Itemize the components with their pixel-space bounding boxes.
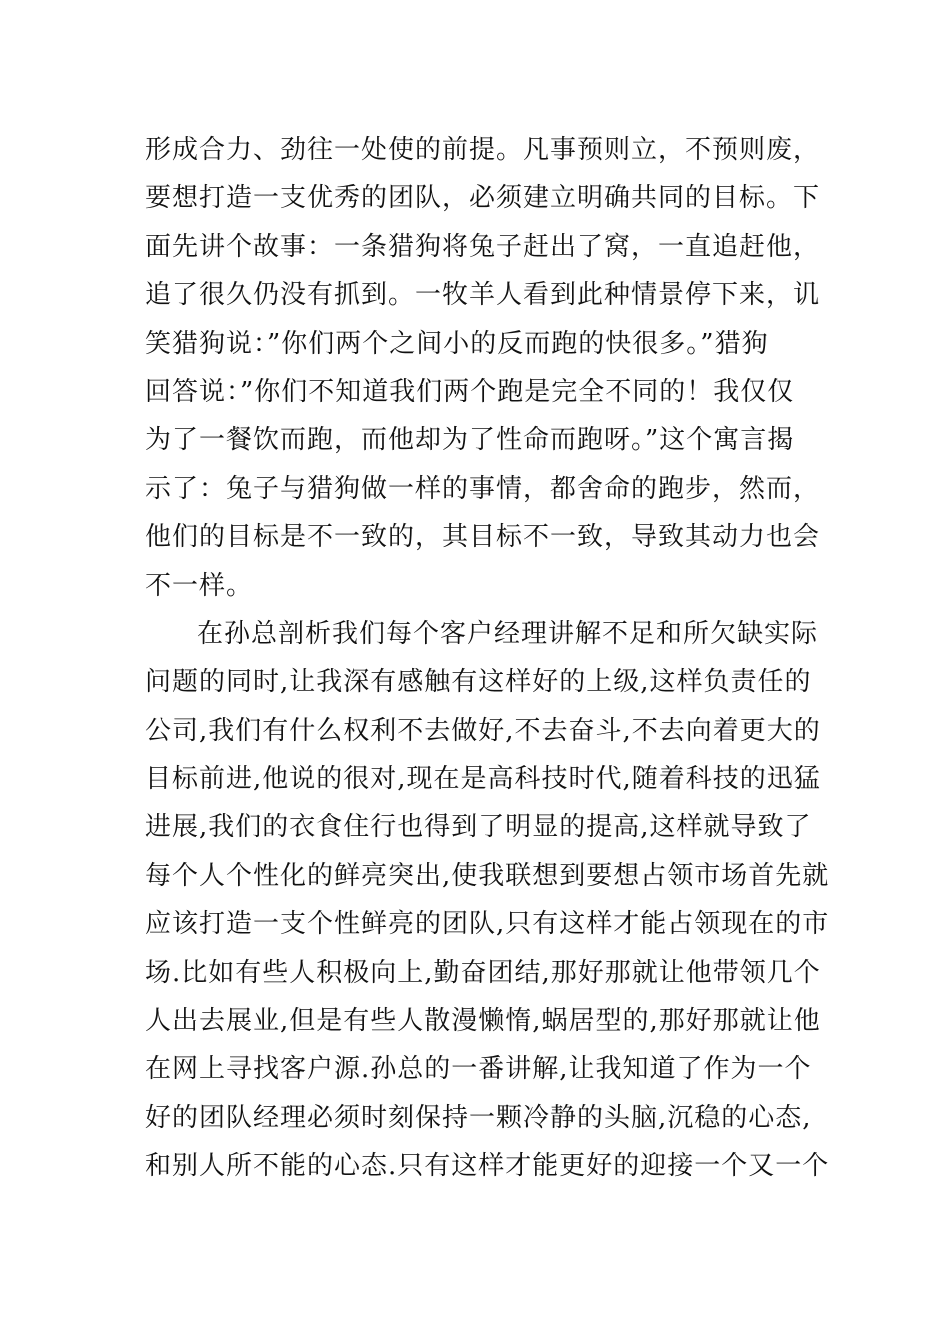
paragraph-1-line-3: 面先讲个故事：一条猎狗将兔子赶出了窝，一直追赶他， <box>145 231 821 262</box>
document-body <box>145 126 830 1191</box>
paragraph-2-line-5: 进展,我们的衣食住行也得到了明显的提高,这样就导致了 <box>145 812 812 843</box>
paragraph-2-line-4: 目标前进,他说的很对,现在是高科技时代,随着科技的迅猛 <box>145 764 821 795</box>
paragraph-2-line-6: 每个人个性化的鲜亮突出,使我联想到要想占领市场首先就 <box>145 860 830 891</box>
paragraph-2-line-12: 和别人所不能的心态.只有这样才能更好的迎接一个又一个 <box>145 1151 830 1182</box>
paragraph-1-line-1: 形成合力、劲往一处使的前提。凡事预则立，不预则废， <box>145 135 821 165</box>
paragraph-2-line-11: 好的团队经理必须时刻保持一颗冷静的头脑,沉稳的心态, <box>145 1102 812 1133</box>
paragraph-2-line-1: 在孙总剖析我们每个客户经理讲解不足和所欠缺实际 <box>197 618 819 649</box>
paragraph-1-line-8: 示了：兔子与猎狗做一样的事情，都舍命的跑步，然而， <box>145 473 821 504</box>
paragraph-1-line-2: 要想打造一支优秀的团队，必须建立明确共同的目标。下 <box>145 183 821 214</box>
paragraph-1-line-10: 不一样。 <box>145 570 254 601</box>
paragraph-1-line-4: 追了很久仍没有抓到。一牧羊人看到此种情景停下来，讥 <box>145 280 821 311</box>
paragraph-2-line-7: 应该打造一支个性鲜亮的团队,只有这样才能占领现在的市 <box>145 909 830 940</box>
paragraph-2-line-10: 在网上寻找客户源.孙总的一番讲解,让我知道了作为一个 <box>145 1054 812 1085</box>
paragraph-1-line-7: 为了一餐饮而跑，而他却为了性命而跑呀。”这个寓言揭 <box>145 425 795 456</box>
paragraph-1-line-6: 回答说：”你们不知道我们两个跑是完全不同的！我仅仅 <box>145 376 795 407</box>
paragraph-1-line-9: 他们的目标是不一致的，其目标不一致，导致其动力也会 <box>145 522 821 553</box>
paragraph-2-line-9: 人出去展业,但是有些人散漫懒惰,蜗居型的,那好那就让他 <box>145 1006 821 1037</box>
paragraph-2-line-8: 场.比如有些人积极向上,勤奋团结,那好那就让他带领几个 <box>145 957 821 988</box>
paragraph-2-line-3: 公司,我们有什么权利不去做好,不去奋斗,不去向着更大的 <box>145 715 821 746</box>
paragraph-2-line-2: 问题的同时,让我深有感触有这样好的上级,这样负责任的 <box>145 667 812 698</box>
paragraph-1-line-5: 笑猎狗说：”你们两个之间小的反而跑的快很多。”猎狗 <box>145 328 769 359</box>
